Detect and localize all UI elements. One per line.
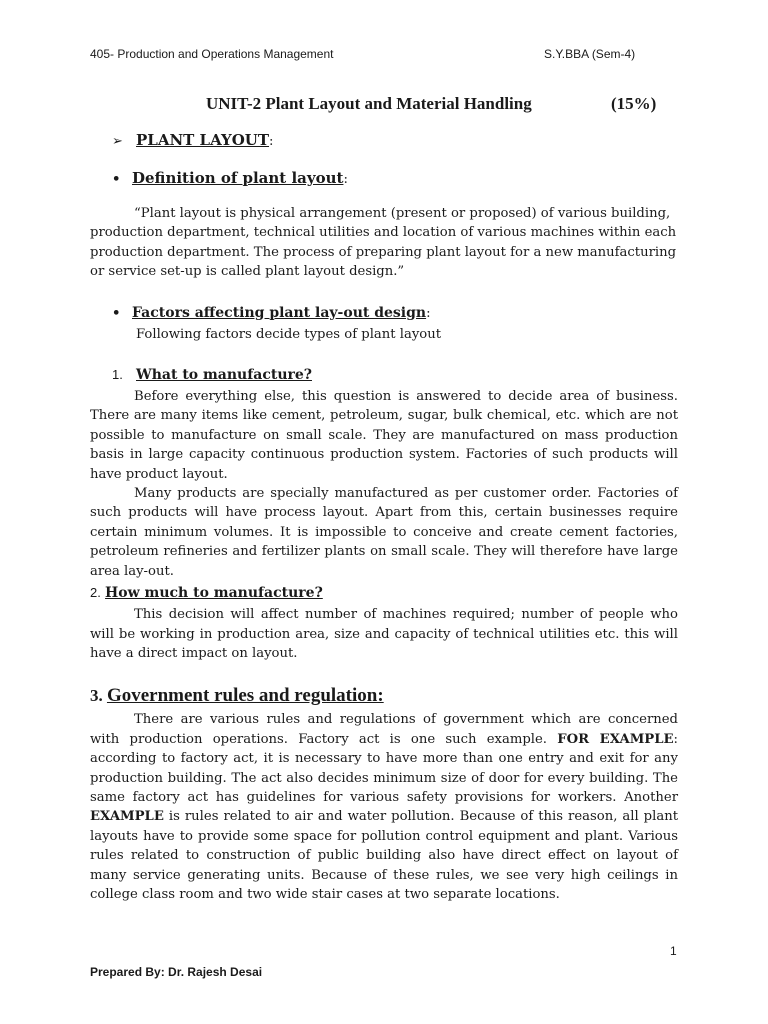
definition-heading-colon: : <box>343 172 348 187</box>
section-3-bold-example-1: FOR EXAMPLE <box>557 731 674 747</box>
section-3-number: 3. <box>90 686 103 706</box>
section-2-paragraph: This decision will affect number of machines required; number of people who will be working in production area, size and capacity of technical utilities etc. this will have a direct impact on layout. <box>90 607 678 661</box>
bullet-icon: • <box>112 172 121 187</box>
section-3-paragraph <box>90 710 678 904</box>
plant-layout-heading: PLANT LAYOUT <box>136 131 270 149</box>
unit-weightage: (15%) <box>611 94 657 113</box>
section-3-heading-row <box>90 682 678 710</box>
plant-layout-heading-colon: : <box>269 134 274 149</box>
section-1-number: 1. <box>112 367 123 383</box>
definition-text: “Plant layout is physical arrangement (present or proposed) of various building, production department, technical utilities and location of various machines within each production department. The process of preparing plant layout for a new manufacturing or service set-up is called plant layout design.” <box>90 206 677 280</box>
section-3-text-a: There are various rules and regulations of government which are concerned with production operations. Factory act is one such example. <box>90 712 678 747</box>
section-2-heading: How much to manufacture? <box>105 585 323 602</box>
definition-heading-row <box>112 166 678 190</box>
running-header-course: 405- Production and Operations Management <box>90 47 334 61</box>
running-header-semester: S.Y.BBA (Sem-4) <box>544 47 636 61</box>
definition-heading: Definition of plant layout <box>132 169 344 187</box>
section-1-heading-row <box>90 363 678 387</box>
section-2-number: 2. <box>90 585 101 601</box>
factors-heading-colon: : <box>426 305 431 321</box>
factors-heading-row <box>112 301 678 325</box>
plant-layout-heading-row <box>112 128 678 152</box>
section-1-heading: What to manufacture? <box>136 367 312 384</box>
unit-title: UNIT-2 Plant Layout and Material Handling <box>206 94 532 113</box>
section-3-text-b: : according to factory act, it is necessary to have more than one entry and exit for any production building. The act also decides minimum size of door for every building. The same factory act has guidelines for various safety provisions for workers. Another <box>90 731 678 805</box>
arrow-bullet-icon: ➢ <box>112 134 123 149</box>
document-body <box>90 128 678 904</box>
section-3-text-c: is rules related to air and water pollution. Because of this reason, all plant layouts have to provide some space for pollution control equipment and plant. Various rules related to construction of public building also have direct effect on layout of many service generating units. Because of these rules, we see very high ceilings in college class room and two wide stair cases at two separate locations. <box>90 809 678 902</box>
section-1-paragraph-1: Before everything else, this question is answered to decide area of business. There are many items like cement, petroleum, sugar, bulk chemical, etc. which are not possible to manufacture on small scale. They are manufactured on mass production basis in large capacity continuous production system. Factories of such products will have product layout. <box>90 389 678 482</box>
section-3-bold-example-2: EXAMPLE <box>90 809 164 825</box>
factors-heading: Factors affecting plant lay-out design <box>132 304 427 321</box>
bullet-icon: • <box>112 305 121 321</box>
page-number: 1 <box>670 944 677 958</box>
section-1-paragraph-2: Many products are specially manufactured as per customer order. Factories of such products will have process layout. Apart from this, certain businesses require certain minimum volumes. It is impossible to conceive and create cement factories, petroleum refineries and fertilizer plants on small scale. They will therefore have large area lay-out. <box>90 486 678 579</box>
section-2-heading-row <box>90 581 678 605</box>
footer-author: Prepared By: Dr. Rajesh Desai <box>90 965 263 979</box>
factors-intro: Following factors decide types of plant layout <box>136 326 442 342</box>
section-3-heading: Government rules and regulation: <box>106 685 384 707</box>
